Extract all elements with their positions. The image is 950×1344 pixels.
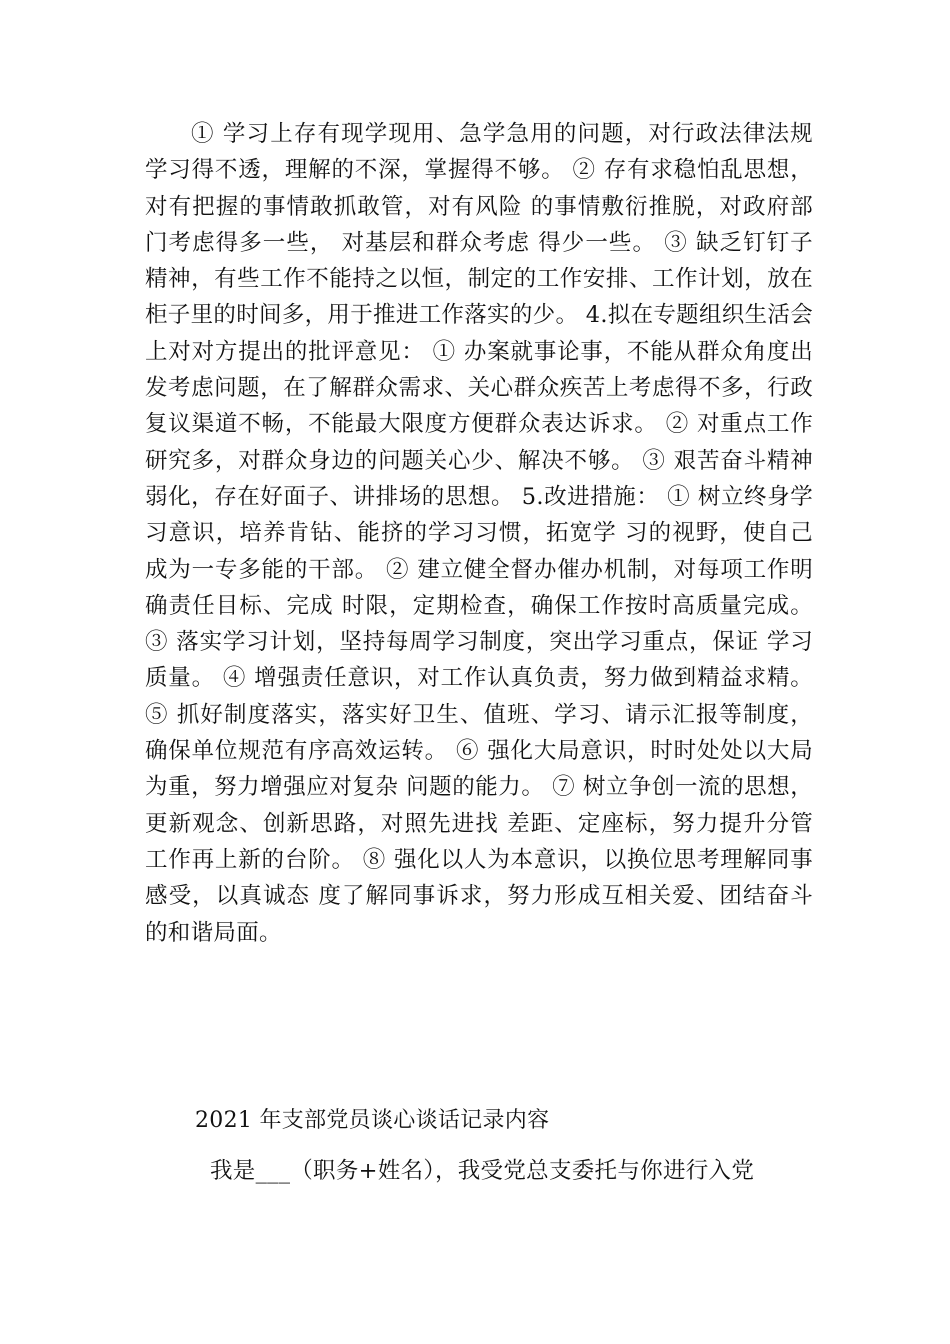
section-title: 2021 年支部党员谈心谈话记录内容 (195, 1108, 550, 1133)
intro-line: 我是___（职务+姓名），我受党总支委托与你进行入党 (210, 1158, 755, 1184)
body-paragraph: ① 学习上存有现学现用、急学急用的问题，对行政法律法规 学习得不透，理解的不深，掌握得不够。 ② 存有求稳怕乱思想，对有把握的事情敢抓敢管，对有风险 的事情敷衍推脱，对政府部门考虑得多一些， 对基层和群众考虑 得少一些。 ③ 缺乏钉钉子精神，有些工作不能持之以恒，制定的工作安排、工作计划，放在柜子里的时间多，用于推进工作落实的少。 4.拟在专题组织生活会上对对方提出的批评意见： ① 办案就事论事，不能从群众角度出发考虑问题，在了解群众需求、关心群众疾苦上考虑得不多，行政复议渠道不畅，不能最大限度方便群众表达诉求。 ② 对重点工作研究多，对群众身边的问题关心少、解决不够。 ③ 艰苦奋斗精神弱化，存在好面子、讲排场的思想。 5.改进措施： ① 树立终身学习意识，培养肯钻、能挤的学习习惯，拓宽学 习的视野，使自己成为一专多能的干部。 ② 建立健全督办催办机制，对每项工作明确责任目标、完成 时限，定期检查，确保工作按时高质量完成。 ③ 落实学习计划，坚持每周学习制度，突出学习重点，保证 学习质量。 ④ 增强责任意识，对工作认真负责，努力做到精益求精。 ⑤ 抓好制度落实，落实好卫生、值班、学习、请示汇报等制度，确保单位规范有序高效运转。 ⑥ 强化大局意识，时时处处以大局为重，努力增强应对复杂 问题的能力。 ⑦ 树立争创一流的思想，更新观念、创新思路，对照先进找 差距、定座标，努力提升分管工作再上新的台阶。 ⑧ 强化以人为本意识，以换位思考理解同事感受，以真诚态 度了解同事诉求，努力形成互相关爱、团结奋斗的和谐局面。 (145, 121, 813, 946)
